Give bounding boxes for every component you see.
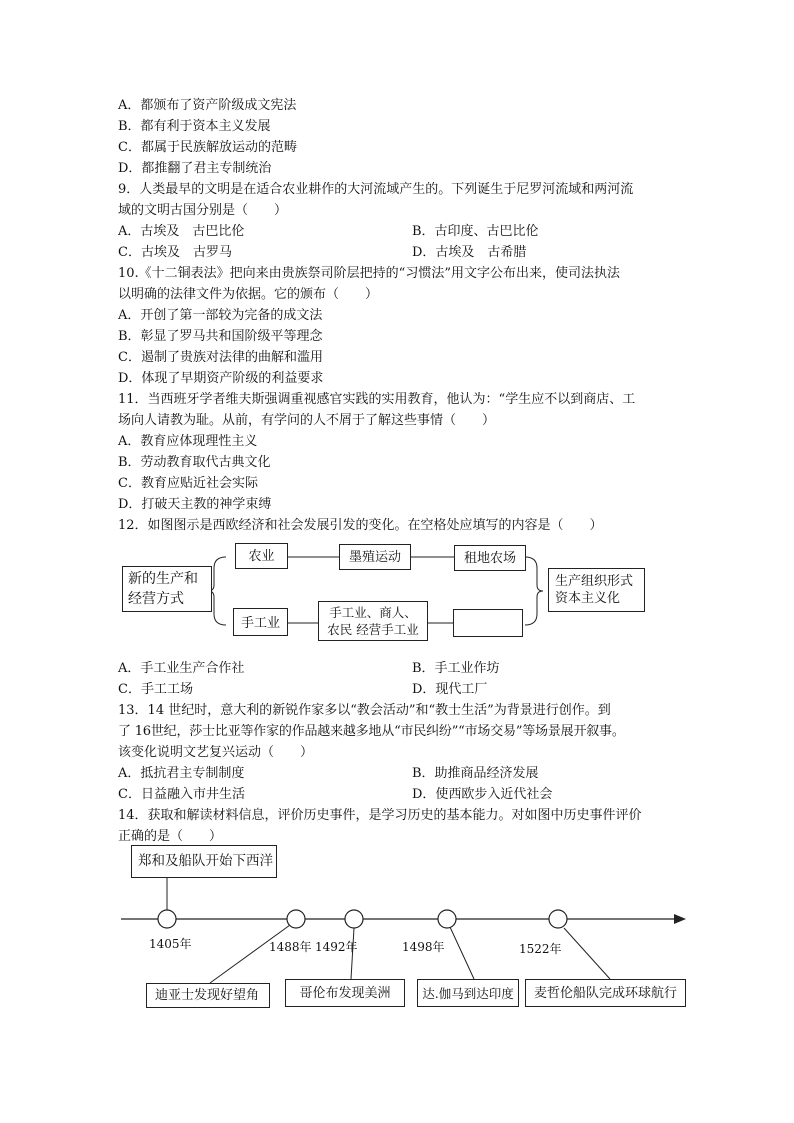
year-1522: 1522年 xyxy=(519,942,562,956)
q10-option-d: D．体现了早期资产阶级的利益要求 xyxy=(118,371,324,386)
q12-option-b: B．手工业作坊 xyxy=(412,661,500,676)
diagram-box-enclosure: 墨殖运动 xyxy=(339,544,411,570)
q9-stem-line2: 域的文明古国分别是（ ） xyxy=(118,203,288,218)
node-1488 xyxy=(287,910,305,928)
node-1498 xyxy=(438,910,456,928)
q8-option-c: C．都属于民族解放运动的范畴 xyxy=(118,140,297,155)
diagram-left-line2: 经营方式 xyxy=(128,591,184,607)
diagram-left-line1: 新的生产和 xyxy=(128,571,198,587)
q10-stem-line1: 10.《十二铜表法》把向来由贵族祭司阶层把持的“习惯法”用文字公布出来，使司法执法 xyxy=(118,266,620,281)
year-1405: 1405年 xyxy=(149,937,192,951)
q9-option-c: C．古埃及 古罗马 xyxy=(118,245,232,260)
q11-stem-line2: 场向人请教为耻。从前，有学问的人不屑于了解这些事情（ ） xyxy=(118,413,496,428)
q14-stem-line2: 正确的是（ ） xyxy=(118,829,223,844)
diagram-right-line1: 生产组织形式 xyxy=(555,574,634,589)
year-1488: 1488年 xyxy=(269,940,312,954)
q12-option-c: C．手工工场 xyxy=(118,682,193,697)
node-1405 xyxy=(158,910,176,928)
q11-option-d: D．打破天主教的神学束缚 xyxy=(118,497,272,512)
event-zhenghe: 郑和及船队开始下西洋 xyxy=(131,845,277,878)
q9-option-d: D．古埃及 古希腊 xyxy=(412,245,527,260)
q12-option-a: A．手工业生产合作社 xyxy=(118,661,245,676)
q8-option-a: A．都颁布了资产阶级成文宪法 xyxy=(118,98,297,113)
diagram-box-agriculture: 农业 xyxy=(235,543,288,569)
year-1498: 1498年 xyxy=(402,940,445,954)
diagram-merchants-line2: 农民 经营手工业 xyxy=(327,622,419,637)
q13-stem-line2: 了 16世纪，莎士比亚等作家的作品越来越多地从“市民纠纷”“市场交易”等场景展开叙事。 xyxy=(118,724,625,739)
q11-option-a: A．教育应体现理性主义 xyxy=(118,434,258,449)
q14-stem-line1: 14．获取和解读材料信息，评价历史事件，是学习历史的基本能力。对如图中历史事件评价 xyxy=(118,808,642,823)
node-1522 xyxy=(549,910,567,928)
connector-1522 xyxy=(564,928,610,979)
q11-stem-line1: 11．当西班牙学者维夫斯强调重视感官实践的实用教育，他认为：“学生应不以到商店、工 xyxy=(118,392,636,407)
connector-1498 xyxy=(450,927,474,979)
q10-option-b: B．彰显了罗马共和国阶级平等理念 xyxy=(118,329,323,344)
node-1492 xyxy=(345,910,363,928)
q9-option-b: B．古印度、古巴比伦 xyxy=(412,224,539,239)
q12-stem: 12．如图图示是西欧经济和社会发展引发的变化。在空格处应填写的内容是（ ） xyxy=(118,518,603,533)
q13-option-a: A．抵抗君主专制制度 xyxy=(118,766,245,781)
diagram-merchants-line1: 手工业、商人、 xyxy=(329,605,417,620)
q12-option-d: D．现代工厂 xyxy=(412,682,488,697)
q13-stem-line1: 13．14 世纪时，意大利的新锐作家多以“教会活动”和“教士生活”为背景进行创作。到 xyxy=(118,703,611,718)
event-columbus: 哥伦布发现美洲 xyxy=(285,979,405,1007)
q9-stem-line1: 9．人类最早的文明是在适合农业耕作的大河流域产生的。下列诞生于尼罗河流域和两河流 xyxy=(118,182,634,197)
q8-option-b: B．都有利于资本主义发展 xyxy=(118,119,271,134)
q8-option-d: D．都推翻了君主专制统治 xyxy=(118,161,272,176)
event-dagama: 达.伽马到达印度 xyxy=(417,979,519,1007)
q11-option-c: C．教育应贴近社会实际 xyxy=(118,476,258,491)
diagram-box-tenant-farm: 租地农场 xyxy=(454,545,526,571)
timeline-arrow-icon xyxy=(674,914,686,924)
q13-option-c: C．日益融入市井生活 xyxy=(118,787,245,802)
q13-stem-line3: 该变化说明文艺复兴运动（ ） xyxy=(118,745,314,760)
diagram-right-line2: 资本主义化 xyxy=(555,591,621,606)
year-1492: 1492年 xyxy=(315,940,358,954)
diagram-box-handicraft: 手工业 xyxy=(233,608,288,636)
event-magellan: 麦哲伦船队完成环球航行 xyxy=(525,979,686,1007)
q9-option-a: A．古埃及 古巴比伦 xyxy=(118,224,245,239)
q10-stem-line2: 以明确的法律文件为依据。它的颁布（ ） xyxy=(118,287,379,302)
q10-option-a: A．开创了第一部较为完备的成文法 xyxy=(118,308,323,323)
q11-option-b: B．劳动教育取代古典文化 xyxy=(118,455,271,470)
q13-option-b: B．助推商品经济发展 xyxy=(412,766,539,781)
event-dias: 迪亚士发现好望角 xyxy=(146,983,270,1008)
q10-option-c: C．遏制了贵族对法律的曲解和滥用 xyxy=(118,350,323,365)
q13-option-d: D．使西欧步入近代社会 xyxy=(412,787,553,802)
